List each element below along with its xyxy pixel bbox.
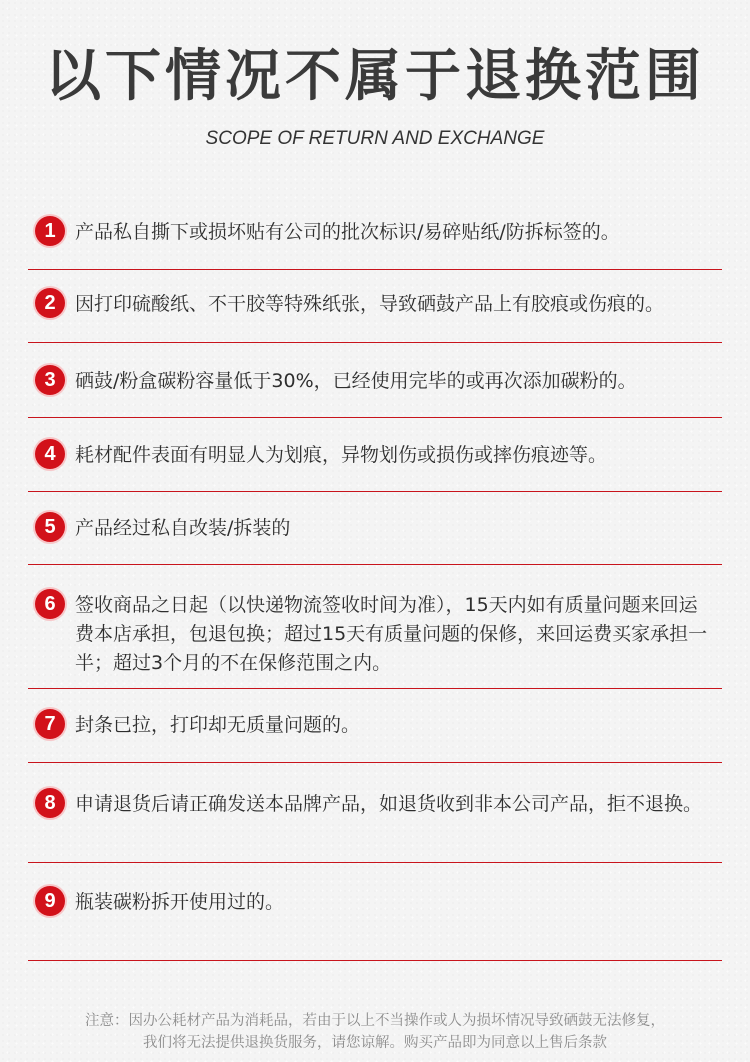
item-number-badge: 7: [35, 709, 65, 739]
footnote: [0, 1010, 750, 1054]
item-text: 申请退货后请正确发送本品牌产品，如退货收到非本公司产品，拒不退换。: [75, 793, 703, 815]
divider: [28, 342, 722, 343]
item-number-badge: 8: [35, 788, 65, 818]
item-number-badge: 9: [35, 886, 65, 916]
divider: [28, 960, 722, 961]
item-text: 产品私自撕下或损坏贴有公司的批次标识/易碎贴纸/防拆标签的。: [75, 221, 620, 243]
item-text: 硒鼓/粉盒碳粉容量低于30%，已经使用完毕的或再次添加碳粉的。: [75, 370, 637, 392]
item-number-badge: 4: [35, 439, 65, 469]
item-number-badge: 5: [35, 512, 65, 542]
footnote-line-2: 我们将无法提供退换货服务，请您谅解。购买产品即为同意以上售后条款: [143, 1035, 607, 1051]
item-number-badge: 3: [35, 365, 65, 395]
divider: [28, 269, 722, 270]
divider: [28, 417, 722, 418]
item-text: 封条已拉，打印却无质量问题的。: [75, 714, 361, 736]
item-number-badge: 6: [35, 589, 65, 619]
item-text: 产品经过私自改装/拆装的: [75, 517, 291, 539]
item-number-badge: 1: [35, 216, 65, 246]
page-title: 以下情况不属于退换范围: [45, 44, 705, 109]
divider: [28, 491, 722, 492]
divider: [28, 688, 722, 689]
page-subtitle: SCOPE OF RETURN AND EXCHANGE: [205, 128, 545, 149]
footnote-line-1: 注意：因办公耗材产品为消耗品，若由于以上不当操作或人为损坏情况导致硒鼓无法修复，: [85, 1013, 665, 1029]
divider: [28, 862, 722, 863]
item-number-badge: 2: [35, 288, 65, 318]
item-text: 耗材配件表面有明显人为划痕，异物划伤或损伤或摔伤痕迹等。: [75, 444, 608, 466]
item-text: 签收商品之日起（以快递物流签收时间为准），15天内如有质量问题来回运费本店承担，包退包换；超过15天有质量问题的保修，来回运费买家承担一半；超过3个月的不在保修范围之内。: [75, 594, 708, 674]
item-text: 因打印硫酸纸、不干胶等特殊纸张，导致硒鼓产品上有胶痕或伤痕的。: [75, 293, 665, 315]
divider: [28, 564, 722, 565]
item-text: 瓶装碳粉拆开使用过的。: [75, 891, 285, 913]
divider: [28, 762, 722, 763]
